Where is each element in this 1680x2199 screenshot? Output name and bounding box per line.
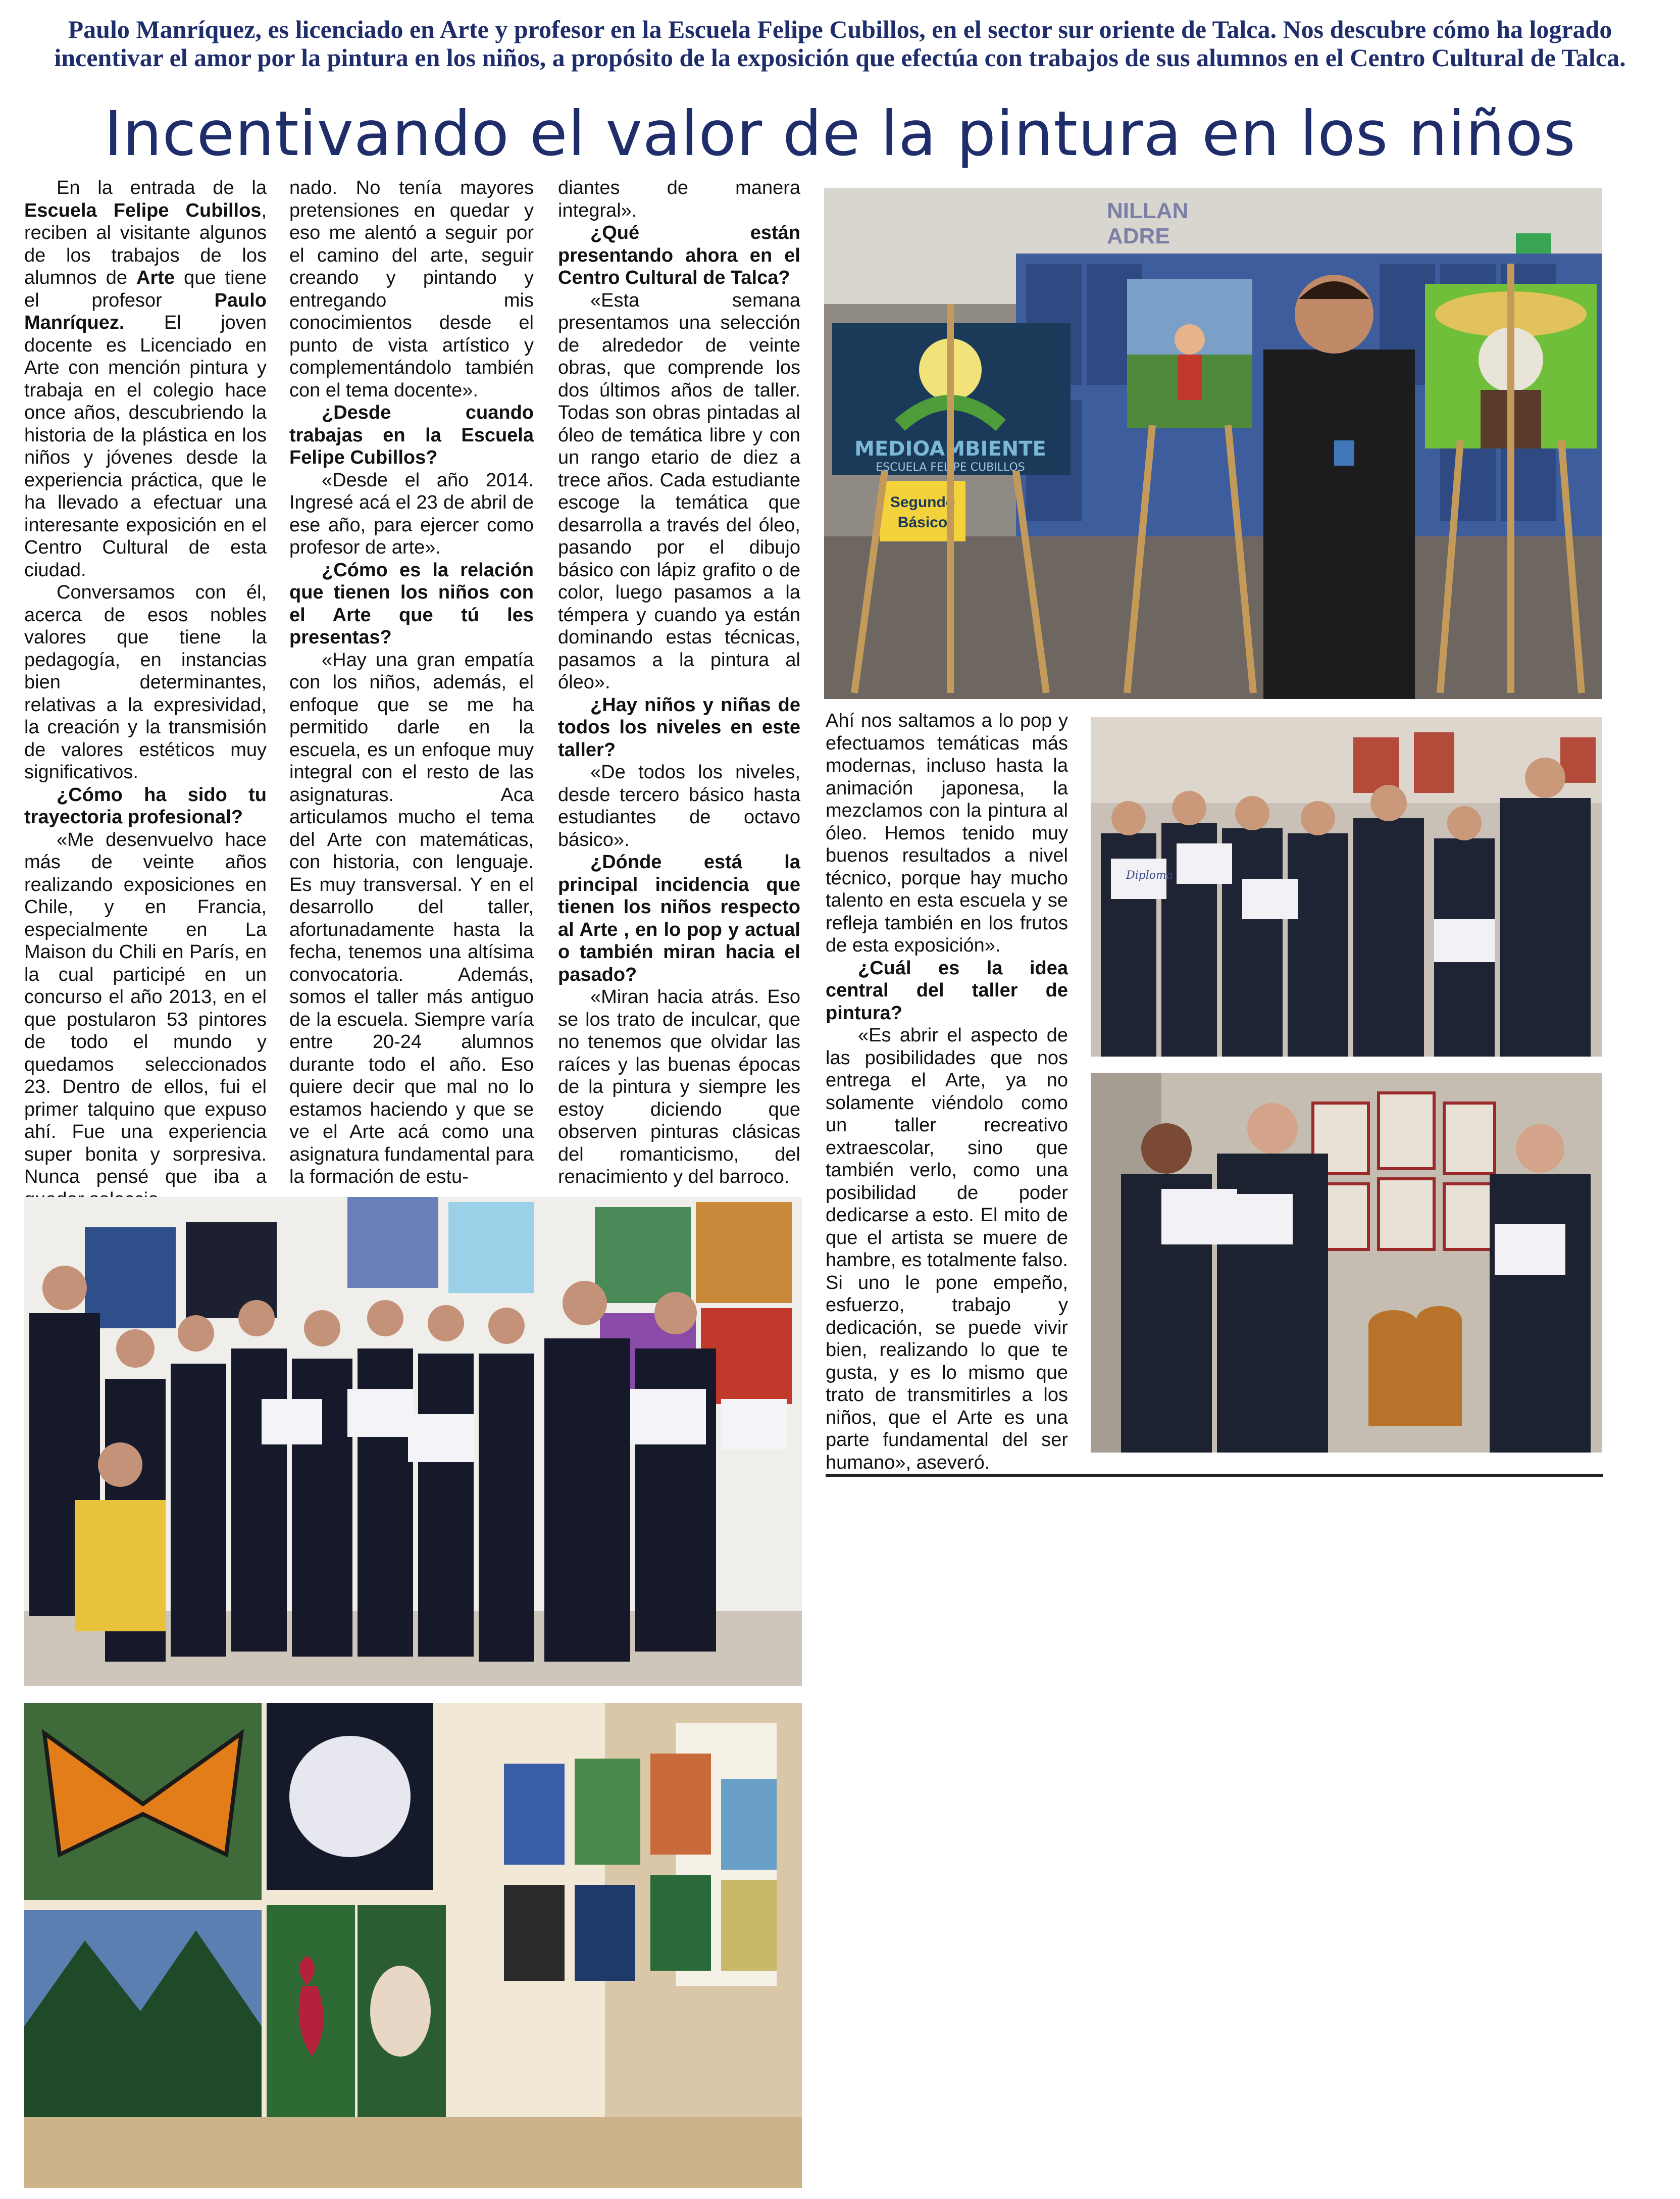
paragraph: diantes de manera integral». — [558, 177, 800, 221]
text-column-3 — [558, 177, 800, 1187]
photo-teacher-image — [824, 188, 1602, 699]
interview-question: ¿Cómo es la relación que tienen los niños con el Arte que tú les presentas? — [289, 559, 534, 648]
interview-answer: «De todos los niveles, desde tercero básico hasta estudiantes de octavo básico». — [558, 762, 800, 851]
photo-group-image — [24, 1197, 802, 1686]
photo-paintings-wall — [24, 1703, 802, 2188]
interview-question: ¿Cuál es la idea central del taller de pintura? — [826, 957, 1068, 1024]
photo-students-diplomas-right — [1091, 717, 1602, 1057]
interview-answer: «Es abrir el aspecto de las posibilidades que nos entrega el Arte, ya no solamente viéndolo como un taller recreativo extraescolar, sino que también verlo, como una posibilidad de poder dedicarse a esto. El mito de que el artista se muere de hambre, es totalmente falso. Si uno le pone empeño, esfuerzo, trabajo y dedicación, se puede vivir bien, realizando lo que te gusta, y es lo mismo que trato de transmitirles a los niños, que el Arte es una parte fundamental del ser humano», aseveró. — [826, 1025, 1068, 1473]
wall-lettering-1: NILLAN — [1107, 198, 1189, 223]
interview-answer: «Me desenvuelvo hace más de veinte años realizando exposiciones en Chile, y en Francia, especialmente en La Maison du Chili en París, en la cual participé en un concurso el año 2013, en el que postularon 53 pintores de todo el mundo y quedamos seleccionados 23. Dentro de ellos, fui el primer talquino que expuso ahí. Fue una experiencia super bonita y sorpresiva. Nunca pensé que iba a — [24, 829, 267, 1187]
photo-teacher-with-easels — [824, 188, 1602, 699]
grade-sign-line-1: Segundo — [890, 494, 955, 511]
grade-sign-line-2: Básico — [897, 514, 948, 531]
text-column-4 — [826, 710, 1068, 1473]
interview-question: ¿Desde cuando trabajas en la Escuela Felipe Cubillos? — [289, 402, 534, 468]
photo-students-image — [1091, 717, 1602, 1057]
interview-question: ¿Hay niños y niñas de todos los niveles en este taller? — [558, 694, 800, 761]
interview-answer: «Miran hacia atrás. Eso se los trato de inculcar, que no tenemos que olvidar las raíces y las buenas épocas de la pintura y siempre les estoy diciendo que observen pinturas clásicas del romanticismo, del renacimiento y del barroco. — [558, 986, 800, 1187]
interview-question: ¿Dónde está la principal incidencia que tienen los niños respecto al Arte , en lo pop y actual o también miran hacia el pasado? — [558, 852, 800, 985]
panel-title: MEDIOAMBIENTE — [854, 437, 1046, 461]
text-column-1 — [24, 177, 267, 1187]
paragraph: En la entrada de la Escuela Felipe Cubillos, reciben al visitante algunos de los trabajos de los alumnos de Arte que tiene el profesor Paulo Manríquez. El joven docente es Licenciado en Arte con mención pintura y trabaja en el colegio hace once años, descubriendo la historia de la plástica en los niños y jóvenes desde la experiencia práctica, que le ha llevado a efectuar una interesante exposición en el Centro Cultural de esta ciudad. — [24, 177, 267, 581]
photo-group-exhibition — [24, 1197, 802, 1686]
paragraph: Ahí nos saltamos a lo pop y efectuamos temáticas más modernas, incluso hasta la animación japonesa, la mezclamos con la pintura al óleo. Hemos tenido muy buenos resultados a nivel técnico, porque hay mucho talento en esta escuela y se refleja también en los frutos de esta exposición». — [826, 710, 1068, 956]
interview-answer: «Esta semana presentamos una selección de alrededor de veinte obras, que comprende los dos últimos años de taller. Todas son obras pintadas al óleo de temática libre y con un rango etario de diez a trece años. Cada estudiante escoge la temática que desarrolla a través del óleo, pasando por el dibujo básico con lápiz grafito o de color, luego pasamos a la témpera y cuando ya están dominando estas técnicas, pasamos a la pintura al óleo». — [558, 289, 800, 693]
interview-answer: «Hay una gran empatía con los niños, además, el enfoque que se me ha permitido darle en la escuela, es un enfoque muy integral con el resto de las asignaturas. Aca articulamos mucho el tema del Arte con matemáticas, con historia, con lenguaje. Es muy transversal. Y en el desarrollo del taller, afortunadamente hasta la fecha, tenemos una altísima convocatoria. Además, somos el taller más antiguo de la escuela. Siempre varía entre 20-24 alumnos durante todo el año. Eso quiere decir que mal no lo estamos haciendo y que se ve el Arte acá como una asignatura fundamental para la formación de estu- — [289, 649, 534, 1187]
article-lede: Paulo Manríquez, es licenciado en Arte y profesor en la Escuela Felipe Cubillos, en el sector sur oriente de Talca. Nos descubre cómo ha logrado incentivar el amor por la pintura en los niños, a propósito de la exposición que efectúa con trabajos de sus alumnos en el Centro Cultural de Talca. — [54, 15, 1626, 72]
interview-question: ¿Cómo ha sido tu trayectoria profesional? — [24, 784, 267, 828]
paragraph: Conversamos con él, acerca de esos nobles valores que tiene la pedagogía, en instancias bien determinantes, relativas a la expresividad, la creación y la transmisión de valores estéticos muy significativos. — [24, 582, 267, 783]
text-column-2 — [289, 177, 534, 1187]
diploma-label: Diploma — [1126, 869, 1174, 882]
article-headline: Incentivando el valor de la pintura en los niños — [104, 98, 1576, 170]
interview-question: ¿Qué están presentando ahora en el Centro Cultural de Talca? — [558, 222, 800, 288]
interview-answer: «Desde el año 2014. Ingresé acá el 23 de abril de ese año, para ejercer como profesor de arte». — [289, 469, 534, 558]
panel-subtitle: ESCUELA FELIPE CUBILLOS — [876, 461, 1025, 474]
photo-award-image — [1091, 1073, 1602, 1453]
photo-award-ceremony — [1091, 1073, 1602, 1453]
paragraph: nado. No tenía mayores pretensiones en quedar y eso me alentó a seguir por el camino del arte, seguir creando y pintando y entregando mis conocimientos desde el punto de vista artístico y complementándolo también con el tema docente». — [289, 177, 534, 401]
column-end-rule — [826, 1474, 1603, 1477]
wall-lettering-2: ADRE — [1107, 224, 1170, 248]
photo-paintings-image — [24, 1703, 802, 2188]
